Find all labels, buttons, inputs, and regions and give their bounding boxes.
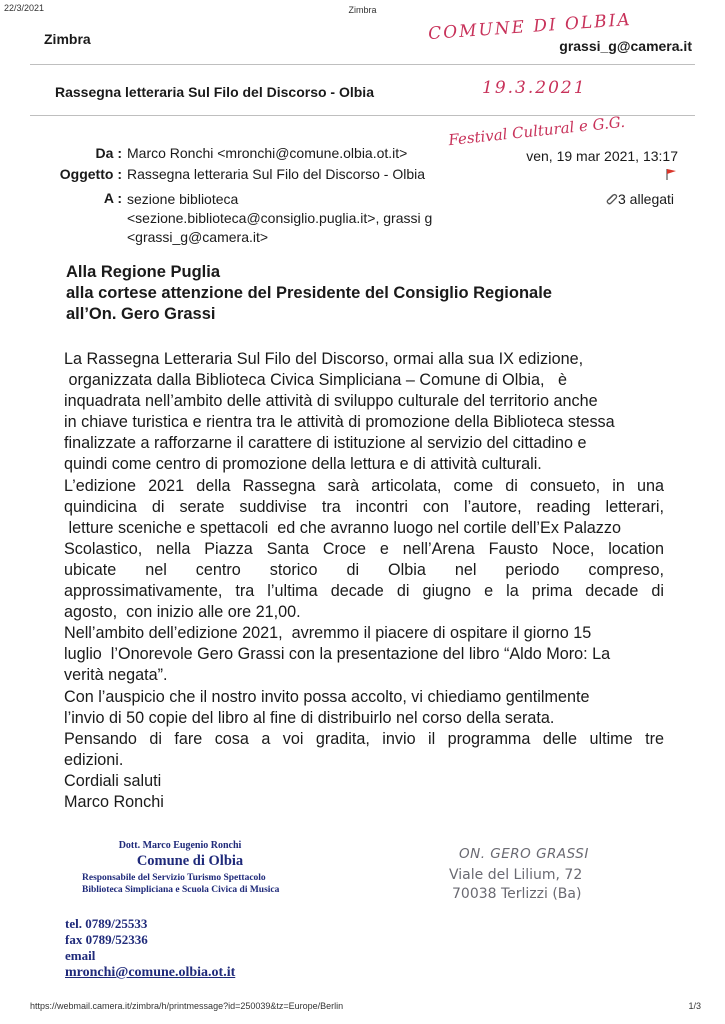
salutation [66,262,552,325]
flag-icon[interactable] [665,167,677,185]
body-line: quindicina di serate suddivise tra incontri con l’autore, reading letterari, [64,497,664,516]
body-line: La Rassegna Letteraria Sul Filo del Discorso, ormai alla sua IX edizione, [64,350,584,368]
header-divider [30,64,695,65]
print-date: 22/3/2021 [4,3,45,13]
body-line: edizioni. [64,750,124,769]
salutation-line: all’On. Gero Grassi [66,305,216,323]
signature-fax: fax 0789/52336 [65,932,148,947]
attachments-link[interactable] [604,191,674,207]
body-line: quindi come centro di promozione della lettura e di attività culturali. [64,455,542,474]
body-line: organizzata dalla Biblioteca Civica Simpliciana – Comune di Olbia, è [64,371,567,390]
stamp-name: ON. GERO GRASSI [459,846,589,862]
stamp-address: Viale del Lilium, 72 [449,867,583,883]
body-line: Nell’ambito dell’edizione 2021, avremmo il piacere di ospitare il giorno 15 [64,624,592,643]
to-recipient-line: sezione biblioteca [127,191,239,207]
stamp-city: 70038 Terlizzi (Ba) [452,886,582,902]
body-line: in chiave turistica e rientra tra le attività di promozione della Biblioteca stessa [64,413,615,432]
body-line: approssimativamente, tra l’ultima decade di giugno e la prima decade di [64,582,664,601]
from-label: Da : [95,145,122,161]
subject-label: Oggetto : [59,166,122,182]
subject-title: Rassegna letteraria Sul Filo del Discorso - Olbia [55,84,374,100]
handwritten-comune-olbia: COMUNE DI OLBIA [427,9,633,45]
body-line: l’invio di 50 copie del libro al fine di distribuirlo nel corso della serata. [64,708,555,727]
salutation-line: alla cortese attenzione del Presidente del Consiglio Regionale [66,284,552,302]
footer-url: https://webmail.camera.it/zimbra/h/printmessage?id=250039&tz=Europe/Berlin [30,1001,344,1011]
body-line: L’edizione 2021 della Rassegna sarà articolata, come di consueto, in una [64,476,664,495]
from-value[interactable]: Marco Ronchi <mronchi@comune.olbia.ot.it> [127,145,408,161]
handwritten-date: 19.3.2021 [482,78,587,98]
body-line: verità negata”. [64,666,168,685]
paperclip-icon [604,192,618,206]
body-line: inquadrata nell’ambito delle attività di sviluppo culturale del territorio anche [64,392,598,411]
salutation-line: Alla Regione Puglia [66,263,221,281]
signature-tel: tel. 0789/25533 [65,916,148,931]
body-line: Marco Ronchi [64,792,164,811]
body-line: Scolastico, nella Piazza Santa Croce e nell’Arena Fausto Noce, location [64,539,664,558]
body-line: ubicate nel centro storico di Olbia nel periodo compreso, [64,560,664,579]
handwritten-festival: Festival Cultural e G.G. [447,112,626,150]
body-line: Con l’auspicio che il nostro invito possa accolto, vi chiediamo gentilmente [64,687,590,706]
app-name: Zimbra [44,31,91,47]
signature-name: Dott. Marco Eugenio Ronchi [118,840,242,851]
body-line: Pensando di fare cosa a voi gradita, invio il programma delle ultime tre [64,729,664,748]
footer-page: 1/3 [688,1001,701,1011]
body-line: agosto, con inizio alle ore 21,00. [64,603,301,622]
attachments-count: 3 allegati [618,191,675,207]
message-body [64,349,664,813]
signature-role-1: Responsabile del Servizio Turismo Spettacolo [82,873,266,883]
subject-value: Rassegna letteraria Sul Filo del Discorso - Olbia [127,166,426,182]
signature-org: Comune di Olbia [136,853,244,869]
signature-role-2: Biblioteca Simpliciana e Scuola Civica di Musica [82,885,280,895]
signature-contacts [65,916,235,981]
body-line: finalizzate a rafforzarne il carattere di istituzione al servizio del cittadino e [64,434,587,453]
signature-email-link[interactable]: mronchi@comune.olbia.ot.it [65,965,236,980]
to-label: A : [103,190,122,206]
signature-email-label: email [65,948,96,963]
message-date: ven, 19 mar 2021, 13:17 [526,148,678,164]
body-line: luglio l’Onorevole Gero Grassi con la presentazione del libro “Aldo Moro: La [64,645,611,664]
to-recipients [127,190,432,247]
body-line: Cordiali saluti [64,771,162,790]
account-email: grassi_g@camera.it [559,38,692,54]
body-line: letture sceniche e spettacoli ed che avranno luogo nel cortile dell’Ex Palazzo [64,518,621,537]
to-recipient-line: <sezione.biblioteca@consiglio.puglia.it>, grassi g [127,210,433,226]
print-title: Zimbra [348,5,377,15]
to-recipient-line: <grassi_g@camera.it> [127,229,269,245]
